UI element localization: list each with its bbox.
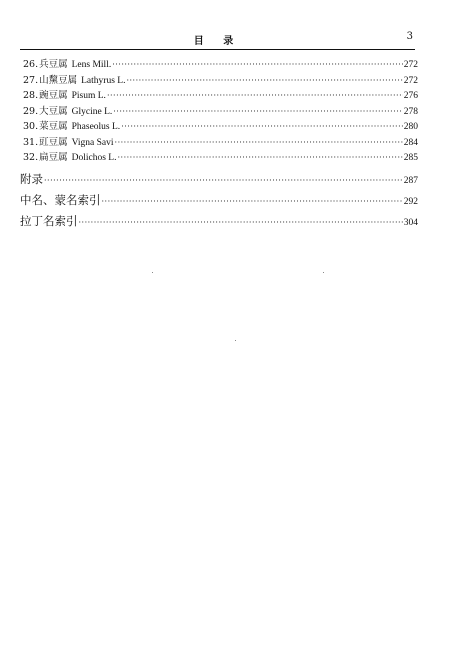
toc-dot-leader (112, 60, 403, 69)
toc-entry-number: 26. (23, 59, 39, 70)
toc-entry-page: 280 (403, 122, 418, 132)
toc-entry-chinese-name: 大豆属 (39, 105, 68, 117)
table-of-contents (20, 56, 418, 234)
toc-entry-latin-index (20, 213, 418, 234)
toc-entry-page: 278 (403, 106, 418, 117)
toc-dot-leader (121, 122, 403, 131)
toc-entry-page: 276 (403, 91, 418, 101)
paper-speck (235, 340, 236, 341)
toc-entry-latin-name: Pisum L. (71, 91, 106, 101)
toc-entry-latin-name: Vigna Savi (71, 137, 114, 148)
toc-dot-leader (113, 107, 402, 116)
toc-entry-title: 附录 (20, 171, 43, 186)
toc-entry-title: 中名、蒙名索引 (20, 192, 101, 207)
toc-entry-chinese-name: 兵豆属 (39, 59, 68, 70)
toc-entry-chinese-name: 菜豆属 (39, 121, 68, 132)
toc-entry-chinese-name: 扁豆属 (39, 152, 68, 163)
toc-entry-chinese-name: 豇豆属 (39, 136, 68, 148)
toc-entry-latin-name: Glycine L. (71, 106, 113, 117)
toc-entry-chinese-name: 豌豆属 (39, 90, 68, 101)
toc-entry-number: 31. (23, 136, 39, 148)
toc-entry-appendix (20, 171, 418, 192)
toc-entry-vigna (20, 134, 418, 150)
toc-entry-number: 27. (23, 74, 39, 86)
page-title: 目 录 (193, 36, 242, 47)
toc-dot-leader (107, 91, 403, 100)
page-number: 3 (406, 31, 413, 42)
paper-speck (152, 272, 153, 273)
toc-entry-lens (20, 56, 418, 72)
toc-entry-number: 28. (23, 90, 39, 101)
toc-entry-chinese-name: 山黧豆属 (39, 74, 78, 86)
toc-entry-page: 292 (403, 196, 418, 207)
toc-entry-latin-name: Phaseolus L. (71, 122, 121, 132)
paper-speck (323, 272, 324, 273)
toc-entry-lathyrus (20, 72, 418, 88)
toc-entry-title: 拉丁名索引 (20, 213, 78, 228)
toc-entry-latin-name: Dolichos L. (71, 153, 117, 163)
toc-entry-latin-name: Lens Mill. (71, 60, 112, 70)
toc-entry-page: 285 (403, 153, 418, 163)
page-header (20, 28, 415, 50)
toc-entry-chinese-mongolian-index (20, 192, 418, 213)
toc-entry-page: 304 (403, 217, 418, 228)
toc-entry-number: 30. (23, 121, 39, 132)
toc-dot-leader (102, 197, 403, 206)
header-rule (20, 49, 415, 50)
toc-entry-dolichos (20, 149, 418, 165)
toc-entry-page: 272 (403, 60, 418, 70)
toc-entry-glycine (20, 103, 418, 119)
toc-dot-leader (126, 76, 402, 85)
toc-dot-leader (115, 138, 403, 147)
toc-entry-number: 29. (23, 105, 39, 117)
toc-entry-latin-name: Lathyrus L. (81, 75, 126, 86)
toc-entry-page: 272 (403, 75, 418, 86)
toc-entry-pisum (20, 87, 418, 103)
toc-entry-page: 287 (403, 175, 418, 186)
toc-entry-page: 284 (403, 137, 418, 148)
toc-dot-leader (117, 153, 402, 162)
toc-dot-leader (44, 176, 403, 185)
toc-entry-phaseolus (20, 118, 418, 134)
toc-dot-leader (79, 218, 403, 227)
toc-entry-number: 32. (23, 152, 39, 163)
